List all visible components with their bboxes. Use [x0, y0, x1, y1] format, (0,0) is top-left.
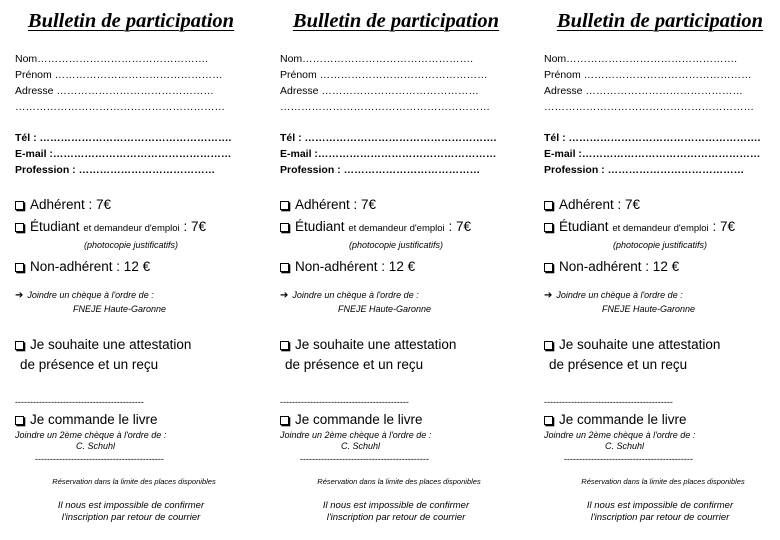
attestation-label: Je souhaite une attestation: [295, 337, 457, 352]
etudiant-small-label: et demandeur d'emploi: [83, 223, 180, 234]
justificatifs-note: (photocopie justificatifs): [83, 240, 179, 250]
profession-field[interactable]: Profession : …………………………………: [15, 164, 216, 176]
cheque-payee: FNEJE Haute-Garonne: [338, 304, 432, 314]
etudiant-option[interactable]: [544, 219, 735, 237]
separator-line: -------------------------------------------: [15, 397, 144, 407]
checkbox-icon[interactable]: [544, 223, 553, 232]
adherent-option[interactable]: [15, 197, 111, 213]
cheque-instruction: [15, 290, 154, 301]
adresse-field[interactable]: Adresse ………………………………………: [280, 85, 479, 97]
attestation-label-2: de présence et un reçu: [285, 357, 424, 372]
adherent-label: Adhérent : 7€: [559, 197, 641, 212]
non-adherent-label: Non-adhérent : 12 €: [30, 259, 151, 274]
checkbox-icon[interactable]: [15, 416, 24, 425]
profession-field[interactable]: Profession : …………………………………: [280, 164, 481, 176]
confirm-note-1: Il nous est impossible de confirmer: [57, 500, 205, 511]
prenom-field[interactable]: Prénom …………………………………………: [280, 69, 488, 81]
adresse-line-2[interactable]: ……………………………………………………: [15, 101, 225, 113]
adherent-option[interactable]: [544, 197, 640, 213]
checkbox-icon[interactable]: [280, 223, 289, 232]
confirm-note-2: l'inscription par retour de courrier: [61, 512, 201, 523]
livre-label: Je commande le livre: [295, 412, 423, 427]
form-title: Bulletin de participation: [556, 10, 764, 32]
participation-form-1: [15, 0, 267, 540]
etudiant-small-label: et demandeur d'emploi: [348, 223, 445, 234]
form-title: Bulletin de participation: [27, 10, 235, 32]
checkbox-icon[interactable]: [280, 263, 289, 272]
etudiant-small-label: et demandeur d'emploi: [612, 223, 709, 234]
tel-field[interactable]: Tél : ……………………………………………….: [544, 132, 761, 144]
arrow-right-icon: ➔: [544, 290, 553, 301]
checkbox-icon[interactable]: [544, 416, 553, 425]
livre-cheque-label: Joindre un 2ème chèque à l'ordre de :: [280, 430, 432, 440]
cheque-label: Joindre un chèque à l'ordre de :: [27, 290, 154, 300]
form-title: Bulletin de participation: [292, 10, 500, 32]
adherent-label: Adhérent : 7€: [30, 197, 112, 212]
participation-form-2: [280, 0, 532, 540]
confirm-note-2: l'inscription par retour de courrier: [590, 512, 730, 523]
nom-field[interactable]: Nom………………………………………….: [544, 53, 738, 65]
livre-label: Je commande le livre: [559, 412, 687, 427]
adherent-label: Adhérent : 7€: [295, 197, 377, 212]
cheque-payee: FNEJE Haute-Garonne: [73, 304, 167, 314]
non-adherent-option[interactable]: [15, 259, 150, 275]
separator-line-2: -------------------------------------------: [300, 454, 429, 464]
reservation-note: Réservation dans la limite des places disponibles: [581, 477, 745, 486]
justificatifs-note: (photocopie justificatifs): [612, 240, 708, 250]
nom-field[interactable]: Nom………………………………………….: [15, 53, 209, 65]
separator-line-2: -------------------------------------------: [35, 454, 164, 464]
nom-field[interactable]: Nom………………………………………….: [280, 53, 474, 65]
cheque-instruction: [544, 290, 683, 301]
email-field[interactable]: E-mail :……………………………………………: [15, 148, 232, 160]
participation-form-3: [544, 0, 780, 540]
checkbox-icon[interactable]: [15, 341, 24, 350]
adresse-line-2[interactable]: ……………………………………………………: [280, 101, 490, 113]
attestation-option[interactable]: [544, 337, 720, 353]
adresse-line-2[interactable]: ……………………………………………………: [544, 101, 754, 113]
confirm-note-1: Il nous est impossible de confirmer: [322, 500, 470, 511]
etudiant-option[interactable]: [280, 219, 471, 237]
attestation-option[interactable]: [280, 337, 456, 353]
livre-option[interactable]: [15, 412, 158, 428]
livre-payee: C. Schuhl: [76, 441, 116, 451]
checkbox-icon[interactable]: [544, 201, 553, 210]
email-field[interactable]: E-mail :……………………………………………: [544, 148, 761, 160]
adresse-field[interactable]: Adresse ………………………………………: [15, 85, 214, 97]
separator-line: -------------------------------------------: [280, 397, 409, 407]
livre-option[interactable]: [544, 412, 687, 428]
attestation-label: Je souhaite une attestation: [559, 337, 721, 352]
livre-payee: C. Schuhl: [341, 441, 381, 451]
livre-payee: C. Schuhl: [605, 441, 645, 451]
prenom-field[interactable]: Prénom …………………………………………: [15, 69, 223, 81]
checkbox-icon[interactable]: [280, 201, 289, 210]
cheque-label: Joindre un chèque à l'ordre de :: [292, 290, 419, 300]
etudiant-option[interactable]: [15, 219, 206, 237]
checkbox-icon[interactable]: [544, 263, 553, 272]
etudiant-price: : 7€: [712, 219, 735, 234]
confirm-note-1: Il nous est impossible de confirmer: [586, 500, 734, 511]
etudiant-price: : 7€: [183, 219, 206, 234]
etudiant-label: Étudiant: [295, 219, 345, 234]
tel-field[interactable]: Tél : ……………………………………………….: [280, 132, 497, 144]
attestation-label-2: de présence et un reçu: [549, 357, 688, 372]
livre-cheque-label: Joindre un 2ème chèque à l'ordre de :: [544, 430, 696, 440]
cheque-label: Joindre un chèque à l'ordre de :: [556, 290, 683, 300]
prenom-field[interactable]: Prénom …………………………………………: [544, 69, 752, 81]
non-adherent-label: Non-adhérent : 12 €: [295, 259, 416, 274]
email-field[interactable]: E-mail :……………………………………………: [280, 148, 497, 160]
separator-line: -------------------------------------------: [544, 397, 673, 407]
checkbox-icon[interactable]: [280, 341, 289, 350]
attestation-option[interactable]: [15, 337, 191, 353]
checkbox-icon[interactable]: [544, 341, 553, 350]
arrow-right-icon: ➔: [280, 290, 289, 301]
non-adherent-option[interactable]: [544, 259, 679, 275]
attestation-label-2: de présence et un reçu: [20, 357, 159, 372]
checkbox-icon[interactable]: [15, 263, 24, 272]
checkbox-icon[interactable]: [280, 416, 289, 425]
livre-option[interactable]: [280, 412, 423, 428]
reservation-note: Réservation dans la limite des places disponibles: [317, 477, 481, 486]
non-adherent-label: Non-adhérent : 12 €: [559, 259, 680, 274]
cheque-instruction: [280, 290, 419, 301]
profession-field[interactable]: Profession : …………………………………: [544, 164, 745, 176]
justificatifs-note: (photocopie justificatifs): [348, 240, 444, 250]
cheque-payee: FNEJE Haute-Garonne: [602, 304, 696, 314]
adherent-option[interactable]: [280, 197, 376, 213]
arrow-right-icon: ➔: [15, 290, 24, 301]
reservation-note: Réservation dans la limite des places disponibles: [52, 477, 216, 486]
etudiant-label: Étudiant: [559, 219, 609, 234]
livre-cheque-label: Joindre un 2ème chèque à l'ordre de :: [15, 430, 167, 440]
etudiant-label: Étudiant: [30, 219, 80, 234]
etudiant-price: : 7€: [448, 219, 471, 234]
checkbox-icon[interactable]: [15, 223, 24, 232]
attestation-label: Je souhaite une attestation: [30, 337, 192, 352]
separator-line-2: -------------------------------------------: [564, 454, 693, 464]
checkbox-icon[interactable]: [15, 201, 24, 210]
non-adherent-option[interactable]: [280, 259, 415, 275]
tel-field[interactable]: Tél : ……………………………………………….: [15, 132, 232, 144]
adresse-field[interactable]: Adresse ………………………………………: [544, 85, 743, 97]
livre-label: Je commande le livre: [30, 412, 158, 427]
confirm-note-2: l'inscription par retour de courrier: [326, 512, 466, 523]
